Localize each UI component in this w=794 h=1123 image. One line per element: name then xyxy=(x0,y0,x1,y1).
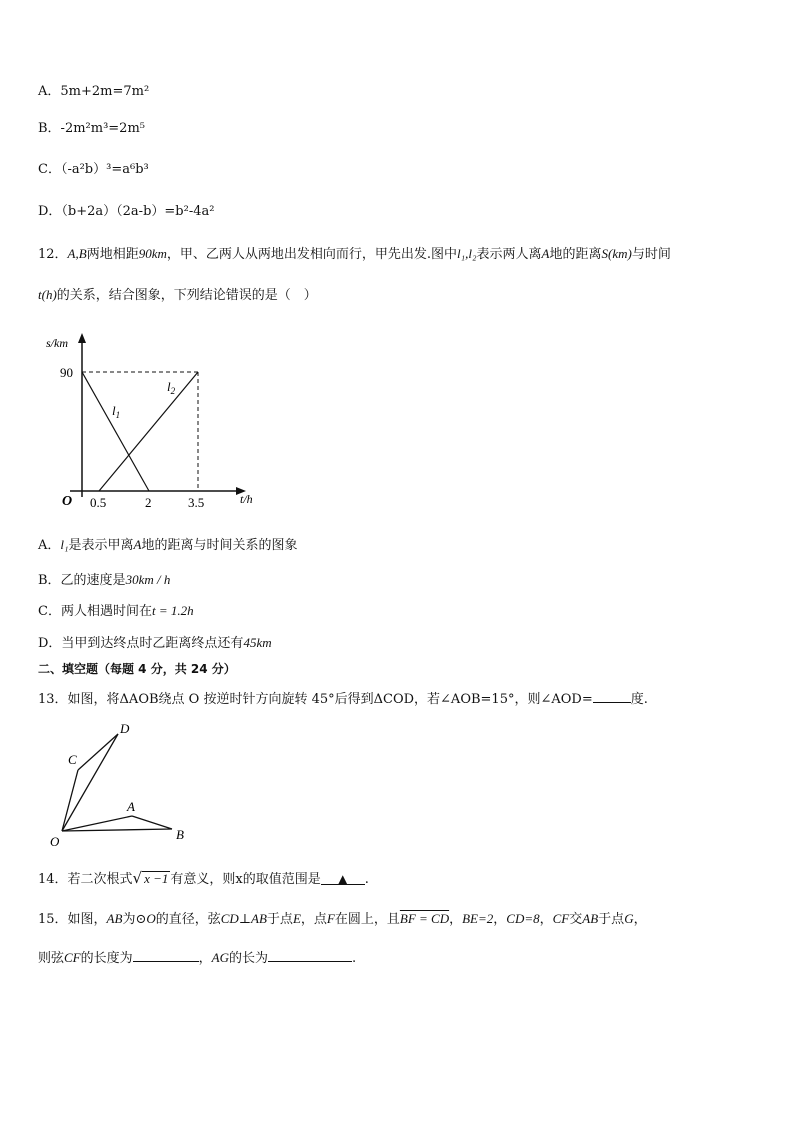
q15-t11: ， xyxy=(633,912,647,927)
q12-option-c-text: C．两人相遇时间在 xyxy=(38,604,152,619)
q15-cd: CD⊥AB xyxy=(220,911,267,926)
q12-text: 地的距离 xyxy=(549,247,602,262)
q12-s-unit: S(km) xyxy=(601,246,632,261)
q12-option-a-prefix: A． xyxy=(38,538,61,553)
q12-text: 两地相距 xyxy=(86,247,139,262)
q15-stem-line1 xyxy=(38,910,647,929)
q14-stem xyxy=(38,869,369,889)
q15-e: E xyxy=(292,911,301,926)
q12-text: 的关系，结合图象，下列结论错误的是（ ） xyxy=(56,288,317,303)
q15-t9: 交 xyxy=(569,912,583,927)
q15-t10: 于点 xyxy=(598,912,625,927)
q12-option-a-A: A xyxy=(133,537,142,552)
q13-answer-blank[interactable] xyxy=(593,688,631,703)
line-l2 xyxy=(99,372,198,491)
q14-mid: 有意义，则x的取值范围是 xyxy=(170,872,321,887)
q15-g: G xyxy=(624,911,634,926)
q11-option-c: C．（-a²b）³=a⁶b³ xyxy=(38,162,149,177)
q15-t1: 为⊙ xyxy=(122,912,147,927)
segment-ob xyxy=(62,829,172,831)
q12-option-c xyxy=(38,602,194,621)
segment-oc xyxy=(62,770,78,831)
q12-t-unit: t(h) xyxy=(38,287,57,302)
q12-option-a-text: 是表示甲离 xyxy=(68,538,134,553)
segment-ab xyxy=(132,816,172,829)
q12-option-b-text: B．乙的速度是 xyxy=(38,573,126,588)
q13-end: 度. xyxy=(630,692,648,707)
q15-line2-prefix: 则弦 xyxy=(38,951,65,966)
label-l2 xyxy=(167,379,176,396)
q12-l1l2: l₁,l₂ xyxy=(457,246,477,261)
q15-t3: 于点 xyxy=(266,912,293,927)
segment-od xyxy=(62,734,118,831)
q11-option-d: D．（b+2a）（2a-b）=b²-4a² xyxy=(38,204,215,219)
q15-end: . xyxy=(352,951,357,966)
q12-text: 表示两人离 xyxy=(476,247,542,262)
q14-prefix: 14．若二次根式 xyxy=(38,872,133,887)
q12-distance: 90km xyxy=(138,246,167,261)
q15-be: BE=2 xyxy=(462,911,494,926)
segment-cd xyxy=(78,734,118,770)
x-axis-label: t/h xyxy=(240,492,253,506)
point-c-label: C xyxy=(68,752,77,767)
tick-2: 2 xyxy=(145,495,152,510)
point-b-label: B xyxy=(176,827,184,842)
q13-rotation-figure xyxy=(40,718,210,853)
q15-ab: AB xyxy=(106,911,123,926)
q12-option-d-value: 45km xyxy=(243,635,272,650)
q15-t4: ，点 xyxy=(300,912,327,927)
q15-cf: CF xyxy=(552,911,570,926)
q12-option-a-text2: 地的距离与时间关系的图象 xyxy=(141,538,298,553)
q15-o: O xyxy=(146,911,156,926)
q15-t5: 在圆上，且 xyxy=(334,912,400,927)
q14-answer-blank[interactable] xyxy=(321,870,365,885)
q13-stem xyxy=(38,688,648,709)
point-a-label: A xyxy=(127,799,135,814)
l1-sub: 1 xyxy=(115,410,121,420)
point-d-label: D xyxy=(120,721,130,736)
q12-number: 12． xyxy=(38,247,68,262)
q11-option-a: A．5m+2m=7m² xyxy=(38,84,150,99)
q12-ab: A,B xyxy=(67,246,87,261)
q15-arc-equality: BF = CD xyxy=(399,911,450,926)
q15-line2-mid2: 的长为 xyxy=(229,951,269,966)
q12-option-a-l1: l₁ xyxy=(60,537,69,552)
q12-stem-line1 xyxy=(38,245,671,264)
q12-stem-line2 xyxy=(38,286,317,305)
q15-t2: 的直径，弦 xyxy=(155,912,221,927)
q15-prefix: 15．如图， xyxy=(38,912,107,927)
section-heading-fill-blank: 二、填空题（每题 4 分，共 24 分） xyxy=(38,662,236,676)
tick-3.5: 3.5 xyxy=(188,495,205,510)
point-o-label: O xyxy=(50,834,60,849)
q15-t8: ， xyxy=(539,912,553,927)
q12-a-place: A xyxy=(541,246,550,261)
q14-answer-triangle-icon: ▲ xyxy=(338,872,348,886)
q15-comma: ， xyxy=(198,951,212,966)
y-axis-arrow-icon xyxy=(78,333,86,343)
q15-t7: ， xyxy=(493,912,507,927)
q12-text: 与时间 xyxy=(631,247,671,262)
q12-option-a xyxy=(38,536,298,555)
l2-main: l xyxy=(167,379,171,394)
q14-radicand: x −1 xyxy=(144,871,169,886)
q13-text: 13．如图，将ΔAOB绕点 O 按逆时针方向旋转 45°后得到ΔCOD，若∠AOB=15°，则∠AOD= xyxy=(38,692,593,707)
q12-option-d-text: D．当甲到达终点时乙距离终点还有 xyxy=(38,636,244,651)
tick-90: 90 xyxy=(60,365,73,380)
l2-sub: 2 xyxy=(170,386,176,396)
q12-option-b xyxy=(38,571,170,590)
y-axis-label: s/km xyxy=(46,336,68,350)
q14-end: . xyxy=(364,872,369,887)
radical-icon: √ xyxy=(132,869,143,887)
q15-t6: ， xyxy=(449,912,463,927)
q15-ab2: AB xyxy=(582,911,599,926)
origin-label: O xyxy=(62,494,73,509)
q15-cf-answer-blank[interactable] xyxy=(133,947,199,962)
q12-text: ，甲、乙两人从两地出发相向而行，甲先出发.图中 xyxy=(166,247,458,262)
q15-cd-value: CD=8 xyxy=(506,911,540,926)
tick-0.5: 0.5 xyxy=(90,495,107,510)
q15-stem-line2 xyxy=(38,947,356,968)
q15-cf2: CF xyxy=(64,950,81,965)
q15-ag: AG xyxy=(211,950,230,965)
label-l1 xyxy=(112,403,120,420)
q11-option-b: B．-2m²m³=2m⁵ xyxy=(38,121,145,136)
q12-option-c-value: t = 1.2h xyxy=(151,603,194,618)
segment-oa xyxy=(62,816,132,831)
q15-f: F xyxy=(326,911,335,926)
l1-main: l xyxy=(112,403,116,418)
q12-option-b-value: 30km / h xyxy=(125,572,171,587)
q15-line2-mid: 的长度为 xyxy=(80,951,133,966)
line-l1 xyxy=(82,372,149,491)
q12-option-d xyxy=(38,634,272,653)
q15-ag-answer-blank[interactable] xyxy=(268,947,352,962)
q12-distance-time-graph xyxy=(40,325,260,515)
